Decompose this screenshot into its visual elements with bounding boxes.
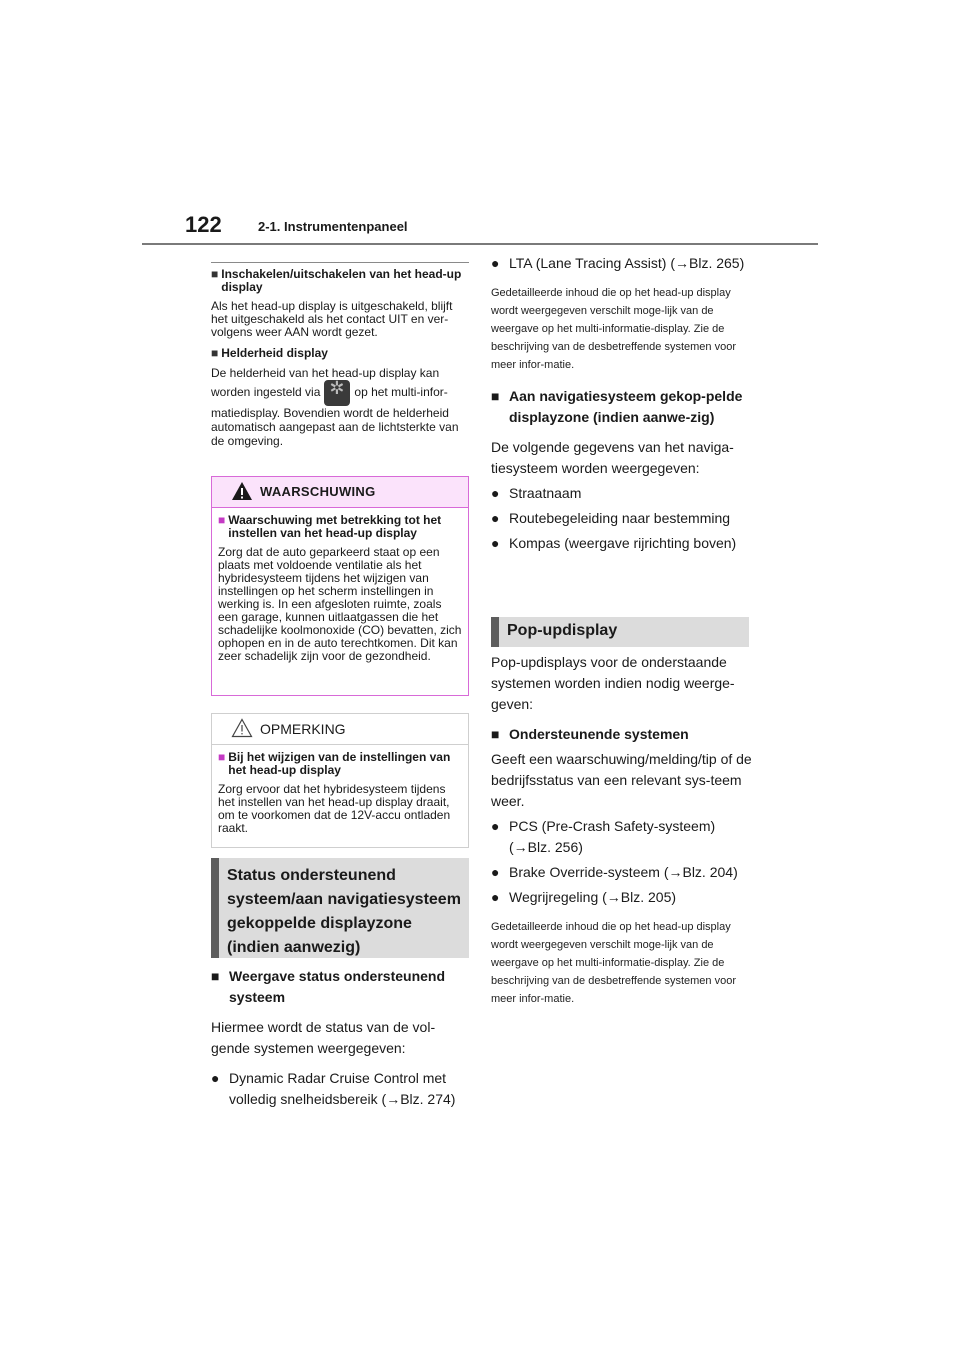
subsection-title: Helderheid display [221,346,328,360]
header-divider [142,243,818,245]
bullet-dot-icon: ● [491,535,500,551]
subsection-body [211,366,469,448]
caution-triangle-icon [231,718,253,738]
warning-box [211,476,469,696]
right-column-bottom [491,652,753,1008]
bullet-dot-icon: ● [491,255,500,271]
subsection-heading [211,966,469,1008]
list-item-text: Kompas (weergave rijrichting boven) [509,535,737,551]
bullet-dot-icon: ● [211,1070,220,1086]
popup-section-heading: Pop-updisplay [491,617,749,647]
bullet-dot-icon: ● [491,889,500,905]
list-item [491,862,753,883]
list-item [491,887,753,908]
warning-content [212,508,468,677]
square-bullet-icon: ■ [218,513,226,527]
bullet-dot-icon: ● [491,510,500,526]
subsection-body: Hiermee wordt de status van de vol-gende systemen weergegeven: [211,1019,436,1056]
list-item [491,508,753,529]
list-item [491,533,753,554]
left-column-status [211,966,469,1110]
bullet-dot-icon: ● [491,485,500,501]
note-subtitle: Bij het wijzigen van de instellingen van het head-up display [228,750,451,777]
bullet-dot-icon: ● [491,864,500,880]
warning-header [212,477,468,508]
note-header [212,714,468,745]
subsection-divider [211,262,469,263]
subsection-title: Ondersteunende systemen [509,726,689,742]
page-number: 122 [185,212,222,237]
warning-subheading [218,514,462,540]
list-item-text: Dynamic Radar Cruise Control met volledig snelheidsbereik (→Blz. 274) [229,1070,456,1107]
bullet-dot-icon: ● [491,818,500,834]
list-item-text: Wegrijregeling (→Blz. 205) [509,889,677,905]
note-content [212,745,468,849]
subsection-title: Aan navigatiesysteem gekop-pelde displayzone (indien aanwe-zig) [509,388,743,425]
square-bullet-icon: ■ [211,346,219,360]
square-bullet-icon: ■ [211,968,220,984]
square-bullet-icon: ■ [491,388,500,404]
note-box [211,713,469,848]
note-body: Zorg ervoor dat het hybridesysteem tijdens het instellen van het head-up display draait, om te voorkomen dat de 12V-accu ontladen raakt. [218,782,451,835]
square-bullet-icon: ■ [211,267,219,281]
warning-triangle-icon [231,481,253,501]
warning-body: Zorg dat de auto geparkeerd staat op een plaats met voldoende ventilatie als het hybridesysteem tijdens het wijzigen van instellingen op het scherm instellingen in werking is. In een afgesloten ruimte, zoals een garage, kunnen uitlaatgassen die het schadelijke koolmonoxide (CO) bevatten, zich ophopen en in de auto terechtkomen. Dit kan zeer schadelijk zijn voor de gezondheid. [218,545,462,663]
info-note: Gedetailleerde inhoud die op het head-up display wordt weergegeven verschilt moge-lijk van de weergave op het multi-informatie-display. Zie de beschrijving van de desbetreffende systemen voor meer infor-matie. [491,921,736,1005]
warning-subtitle: Waarschuwing met betrekking tot het instellen van het head-up display [228,513,442,540]
subsection-heading [491,386,753,428]
list-item [211,1068,469,1110]
body-text-part: De helderheid van het head-up display kan worden ingesteld via [211,366,440,400]
subsection-title: Inschakelen/uitschakelen van het head-up display [221,267,462,294]
square-bullet-icon: ■ [491,726,500,742]
square-bullet-icon: ■ [218,750,226,764]
info-note: Gedetailleerde inhoud die op het head-up display wordt weergegeven verschilt moge-lijk van de weergave op het multi-informatie-display. Zie de beschrijving van de desbetreffende systemen voor meer infor-matie. [491,287,736,371]
list-item [491,816,753,858]
note-title: OPMERKING [260,721,346,737]
list-item-text: Routebegeleiding naar bestemming [509,510,731,526]
list-item-text: PCS (Pre-Crash Safety-systeem) (→Blz. 256) [509,818,716,855]
list-item [491,483,753,504]
subsection-heading [211,347,469,360]
list-item-text: Straatnaam [509,485,582,501]
settings-gear-icon [324,380,350,406]
subsection-heading [491,724,753,745]
body-text-part: op het multi-infor-matiedisplay. Bovendien wordt de helderheid automatisch aangepast aan de lichtsterkte van de omgeving. [211,385,459,448]
subsection-title: Weergave status ondersteunend systeem [229,968,446,1005]
subsection-body: Geeft een waarschuwing/melding/tip of de bedrijfsstatus van een relevant sys-teem weer. [491,751,752,809]
subsection-body: Als het head-up display is uitgeschakeld, blijft het uitgeschakeld als het contact UIT en ver-volgens weer AAN wordt gezet. [211,299,453,339]
list-item-text: Brake Override-systeem (→Blz. 204) [509,864,738,880]
warning-title: WAARSCHUWING [260,484,376,499]
section-title: 2-1. Instrumentenpaneel [258,219,408,234]
left-column-intro [211,262,469,456]
subsection-body: De volgende gegevens van het naviga-tiesysteem worden weergegeven: [491,439,734,476]
status-section-heading: Status ondersteunend systeem/aan navigatiesysteem gekoppelde displayzone (indien aanwezig) [211,858,469,958]
subsection-heading [211,268,469,294]
list-item-text: LTA (Lane Tracing Assist) (→Blz. 265) [509,255,745,271]
list-item [491,253,753,274]
right-column-top [491,253,753,554]
section-body: Pop-updisplays voor de onderstaande systemen worden indien nodig weerge-geven: [491,654,735,712]
note-subheading [218,751,462,777]
